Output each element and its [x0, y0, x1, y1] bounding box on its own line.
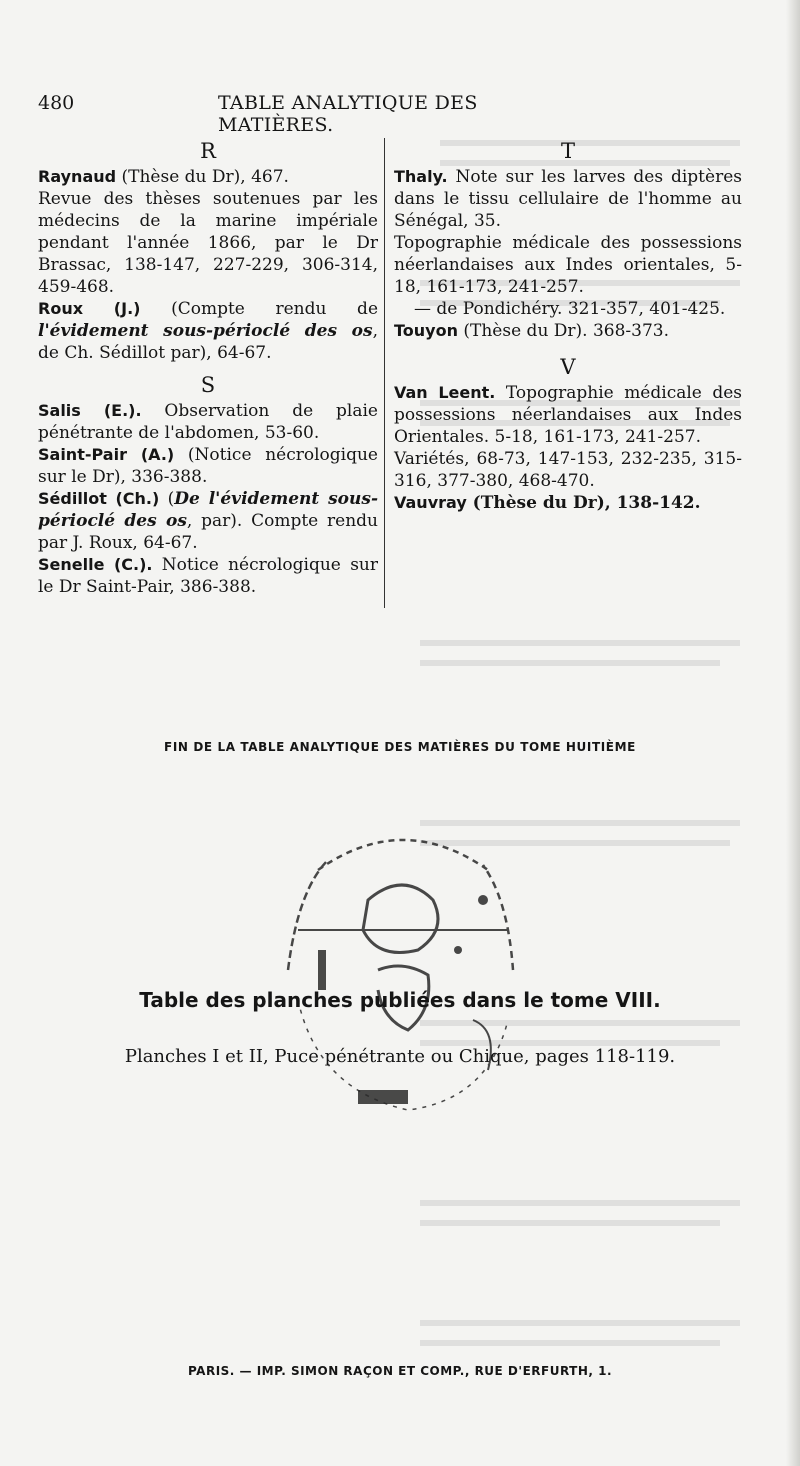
index-entry-revue — [38, 188, 378, 298]
entry-name: Sédillot (Ch.) — [38, 489, 160, 508]
entry-name: Roux (J.) — [38, 299, 141, 318]
section-letter-v: V — [560, 355, 576, 379]
index-entry-topographie — [394, 232, 742, 298]
entry-name: Vauvray — [394, 493, 467, 512]
entry-name: Raynaud — [38, 167, 117, 186]
entry-text: ( — [159, 489, 175, 509]
entry-text: , par). Compte rendu par J. Roux, 64-67. — [38, 511, 378, 553]
plates-entry: Planches I et II, Puce pénétrante ou Chique, pages 118-119. — [124, 1046, 676, 1067]
section-letter-t: T — [560, 139, 575, 163]
entry-text: — de Pondichéry. 321-357, 401-425. — [414, 299, 726, 319]
index-entry-senelle — [38, 554, 378, 598]
printer-imprint: PARIS. — IMP. SIMON RAÇON ET COMP., RUE D'ERFURTH, 1. — [187, 1364, 613, 1378]
entry-name: Van Leent. — [394, 383, 496, 402]
index-entry-saint-pair — [38, 444, 378, 488]
entry-text: (Compte rendu de — [140, 299, 379, 319]
plates-table-title: Table des planches publiées dans le tome VIII. — [139, 988, 661, 1012]
index-entry-van-leent — [394, 382, 742, 448]
index-entry-thaly — [394, 166, 742, 232]
index-entry-salis — [38, 400, 378, 444]
page-edge-shadow — [786, 0, 800, 1466]
end-of-table-note: FIN DE LA TABLE ANALYTIQUE DES MATIÈRES DU TOME HUITIÈME — [164, 740, 636, 754]
index-entry-touyon — [394, 320, 742, 342]
index-entry-pondichery — [394, 298, 742, 320]
entry-text: (Thèse du Dr), 138-142. — [466, 493, 701, 513]
left-column — [38, 138, 378, 598]
page-number: 480 — [38, 92, 75, 114]
running-title: TABLE ANALYTIQUE DES MATIÈRES. — [218, 92, 478, 136]
index-entry-vauvray — [394, 492, 742, 514]
right-column — [394, 138, 742, 514]
library-stamp-icon — [258, 800, 548, 1120]
entry-name: Thaly. — [394, 167, 448, 186]
entry-text: Note sur les larves des diptères dans le tissu cellulaire de l'homme au Sénégal, 35. — [394, 167, 742, 231]
entry-name: Salis (E.). — [38, 401, 142, 420]
entry-text: Observation de plaie pénétrante de l'abdomen, 53-60. — [38, 401, 378, 443]
entry-text: (Notice nécrologique sur le Dr), 336-388. — [38, 445, 378, 487]
entry-text: Variétés, 68-73, 147-153, 232-235, 315-316, 377-380, 468-470. — [394, 449, 742, 491]
section-letter-s: S — [200, 373, 216, 397]
column-divider — [384, 138, 385, 608]
entry-italic-title: De l'évidement sous-périoclé des os — [38, 489, 379, 531]
entry-name: Touyon — [394, 321, 458, 340]
entry-text: (Thèse du Dr), 467. — [116, 167, 289, 187]
page-header — [38, 92, 558, 136]
entry-text: Topographie médicale des possessions néerlandaises aux Indes Orientales. 5-18, 161-173, 241-257. — [394, 383, 742, 447]
index-entry-varietes — [394, 448, 742, 492]
index-entry-sedillot — [38, 488, 378, 554]
entry-name: Saint-Pair (A.) — [38, 445, 175, 464]
entry-italic-title: l'évidement sous-périoclé des os — [38, 321, 373, 341]
entry-text: Notice nécrologique sur le Dr Saint-Pair, 386-388. — [38, 555, 379, 597]
entry-text: , de Ch. Sédillot par), 64-67. — [38, 321, 378, 363]
entry-text: Revue des thèses soutenues par les médecins de la marine impériale pendant l'année 1866, par le Dr Brassac, 138-147, 227-229, 306-314, 459-468. — [38, 189, 378, 297]
section-letter-r: R — [200, 139, 216, 163]
index-entry-raynaud — [38, 166, 378, 188]
entry-text: (Thèse du Dr). 368-373. — [457, 321, 670, 341]
index-entry-roux — [38, 298, 378, 364]
entry-text: Topographie médicale des possessions néerlandaises aux Indes orientales, 5-18, 161-173, 241-257. — [394, 233, 742, 297]
entry-name: Senelle (C.). — [38, 555, 153, 574]
